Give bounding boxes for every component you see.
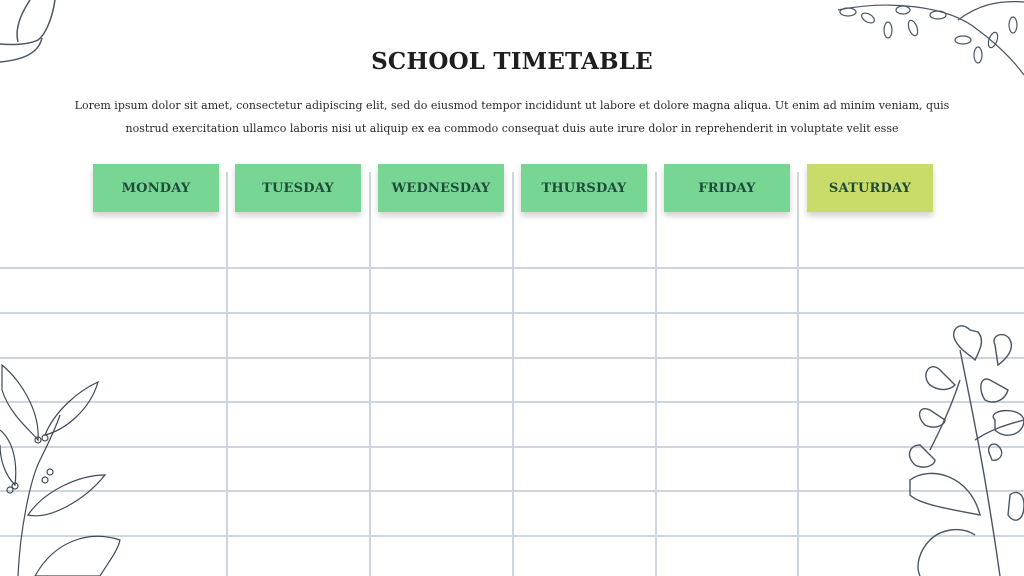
description-line-1: Lorem ipsum dolor sit amet, consectetur adipiscing elit, sed do eiusmod tempor incididunt ut labore et dolore magna aliqua. Ut enim ad minim veniam, quis (74, 99, 950, 112)
day-header-thursday[interactable]: THURSDAY (521, 164, 647, 212)
day-header-friday[interactable]: FRIDAY (664, 164, 790, 212)
grid-column-line (655, 172, 657, 576)
day-header-tuesday[interactable]: TUESDAY (235, 164, 361, 212)
day-header-monday[interactable]: MONDAY (93, 164, 219, 212)
leaf-branch-bottom-left-icon (0, 360, 125, 576)
day-header-saturday[interactable]: SATURDAY (807, 164, 933, 212)
description-line-2: nostrud exercitation ullamco laboris nisi ut aliquip ex ea commodo consequat duis aute irure dolor in reprehenderit in voluptate velit esse (125, 121, 899, 135)
grid-column-line (369, 172, 371, 576)
day-header-wednesday[interactable]: WEDNESDAY (378, 164, 504, 212)
grid-column-line (226, 172, 228, 576)
page-title: SCHOOL TIMETABLE (371, 48, 653, 75)
grid-column-line (512, 172, 514, 576)
grid-column-line (797, 172, 799, 576)
heart-leaf-vine-bottom-right-icon (900, 320, 1024, 576)
description (60, 95, 964, 140)
